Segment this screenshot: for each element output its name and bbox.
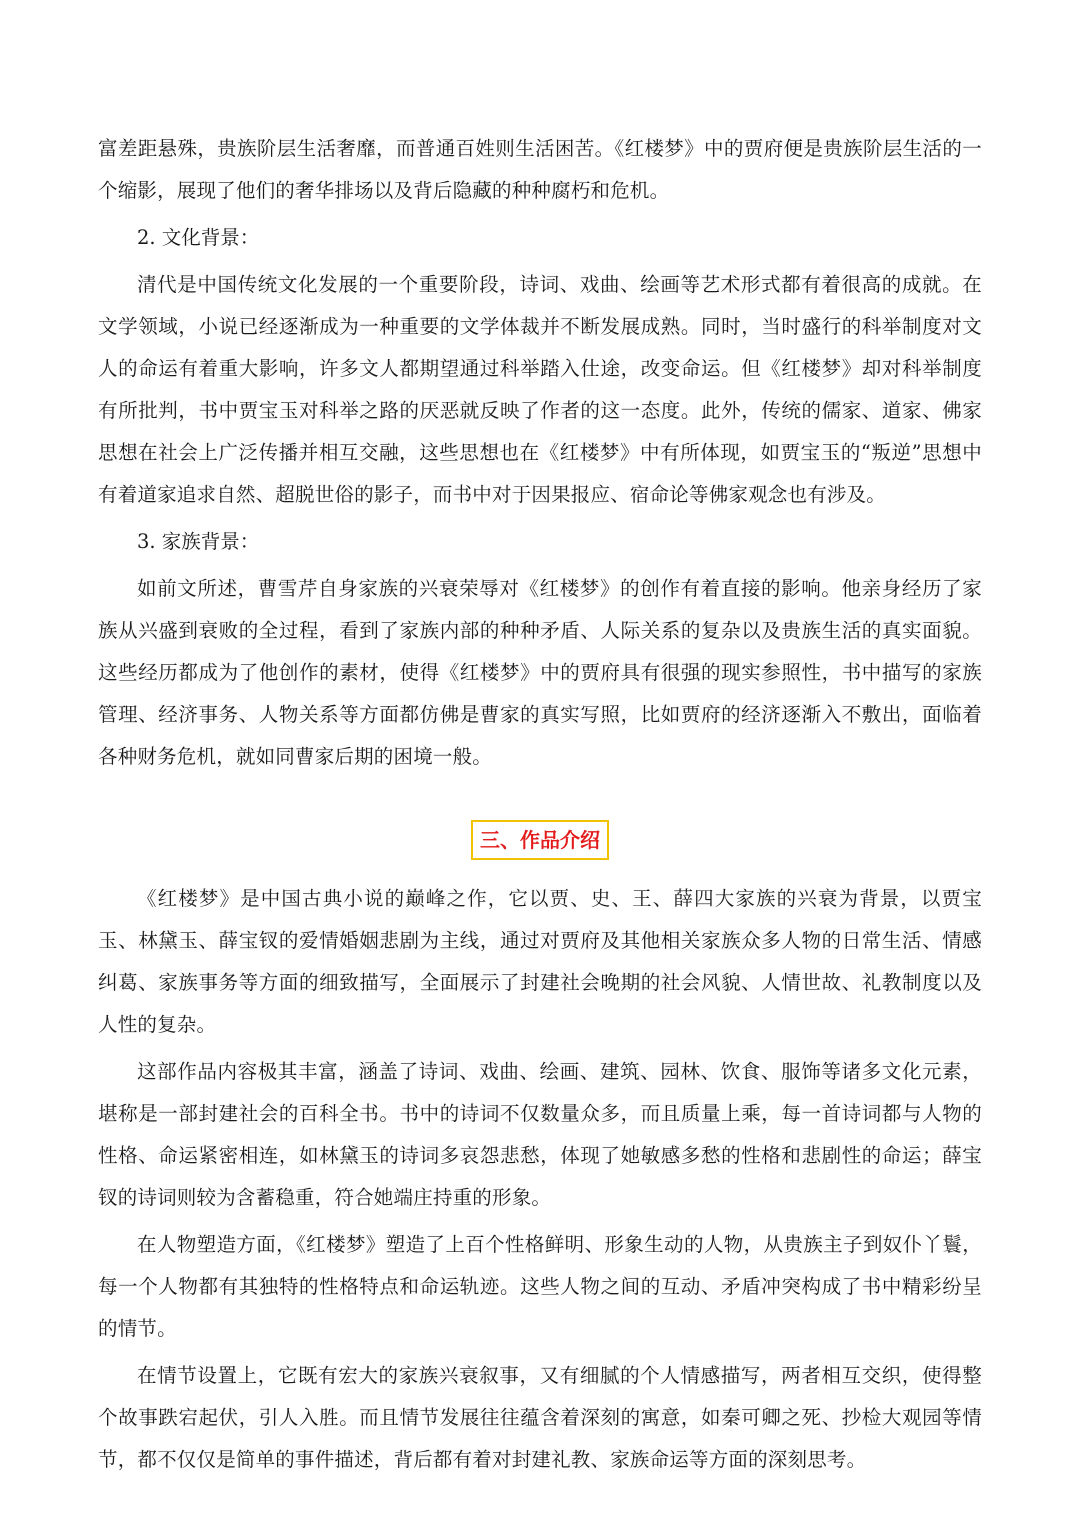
subheading-family-background: 3. 家族背景：: [137, 530, 260, 553]
section-heading-wrap: [98, 820, 982, 868]
paragraph-work-intro-4: 在情节设置上，它既有宏大的家族兴衰叙事，又有细腻的个人情感描写，两者相互交织，使得整个故事跌宕起伏，引人入胜。而且情节发展往往蕴含着深刻的寓意，如秦可卿之死、抄检大观园等情节，都不仅仅是简单的事件描述，背后都有着对封建礼教、家族命运等方面的深刻思考。: [98, 1364, 982, 1471]
subheading-culture-background: 2. 文化背景：: [137, 226, 260, 249]
paragraph-work-intro-1: 《红楼梦》是中国古典小说的巅峰之作，它以贾、史、王、薛四大家族的兴衰为背景，以贾宝玉、林黛玉、薛宝钗的爱情婚姻悲剧为主线，通过对贾府及其他相关家族众多人物的日常生活、情感纠葛、家族事务等方面的细致描写，全面展示了封建社会晚期的社会风貌、人情世故、礼教制度以及人性的复杂。: [98, 887, 982, 1036]
paragraph-family-background: 如前文所述，曹雪芹自身家族的兴衰荣辱对《红楼梦》的创作有着直接的影响。他亲身经历了家族从兴盛到衰败的全过程，看到了家族内部的种种矛盾、人际关系的复杂以及贵族生活的真实面貌。这些经历都成为了他创作的素材，使得《红楼梦》中的贾府具有很强的现实参照性，书中描写的家族管理、经济事务、人物关系等方面都仿佛是曹家的真实写照，比如贾府的经济逐渐入不敷出，面临着各种财务危机，就如同曹家后期的困境一般。: [98, 577, 982, 768]
document-body: [98, 128, 982, 1486]
paragraph-work-intro-2: 这部作品内容极其丰富，涵盖了诗词、戏曲、绘画、建筑、园林、饮食、服饰等诸多文化元素，堪称是一部封建社会的百科全书。书中的诗词不仅数量众多，而且质量上乘，每一首诗词都与人物的性格、命运紧密相连，如林黛玉的诗词多哀怨悲愁，体现了她敏感多愁的性格和悲剧性的命运；薛宝钗的诗词则较为含蓄稳重，符合她端庄持重的形象。: [98, 1060, 982, 1209]
paragraph-work-intro-3: 在人物塑造方面，《红楼梦》塑造了上百个性格鲜明、形象生动的人物，从贵族主子到奴仆丫鬟，每一个人物都有其独特的性格特点和命运轨迹。这些人物之间的互动、矛盾冲突构成了书中精彩纷呈的情节。: [98, 1233, 982, 1340]
paragraph-culture-background: 清代是中国传统文化发展的一个重要阶段，诗词、戏曲、绘画等艺术形式都有着很高的成就。在文学领域，小说已经逐渐成为一种重要的文学体裁并不断发展成熟。同时，当时盛行的科举制度对文人的命运有着重大影响，许多文人都期望通过科举踏入仕途，改变命运。但《红楼梦》却对科举制度有所批判，书中贾宝玉对科举之路的厌恶就反映了作者的这一态度。此外，传统的儒家、道家、佛家思想在社会上广泛传播并相互交融，这些思想也在《红楼梦》中有所体现，如贾宝玉的“叛逆”思想中有着道家追求自然、超脱世俗的影子，而书中对于因果报应、宿命论等佛家观念也有涉及。: [98, 273, 982, 506]
paragraph-social-background-continued: 富差距悬殊，贵族阶层生活奢靡，而普通百姓则生活困苦。《红楼梦》中的贾府便是贵族阶层生活的一个缩影，展现了他们的奢华排场以及背后隐藏的种种腐朽和危机。: [98, 137, 982, 202]
section-heading-work-introduction: 三、作品介绍: [471, 820, 609, 860]
